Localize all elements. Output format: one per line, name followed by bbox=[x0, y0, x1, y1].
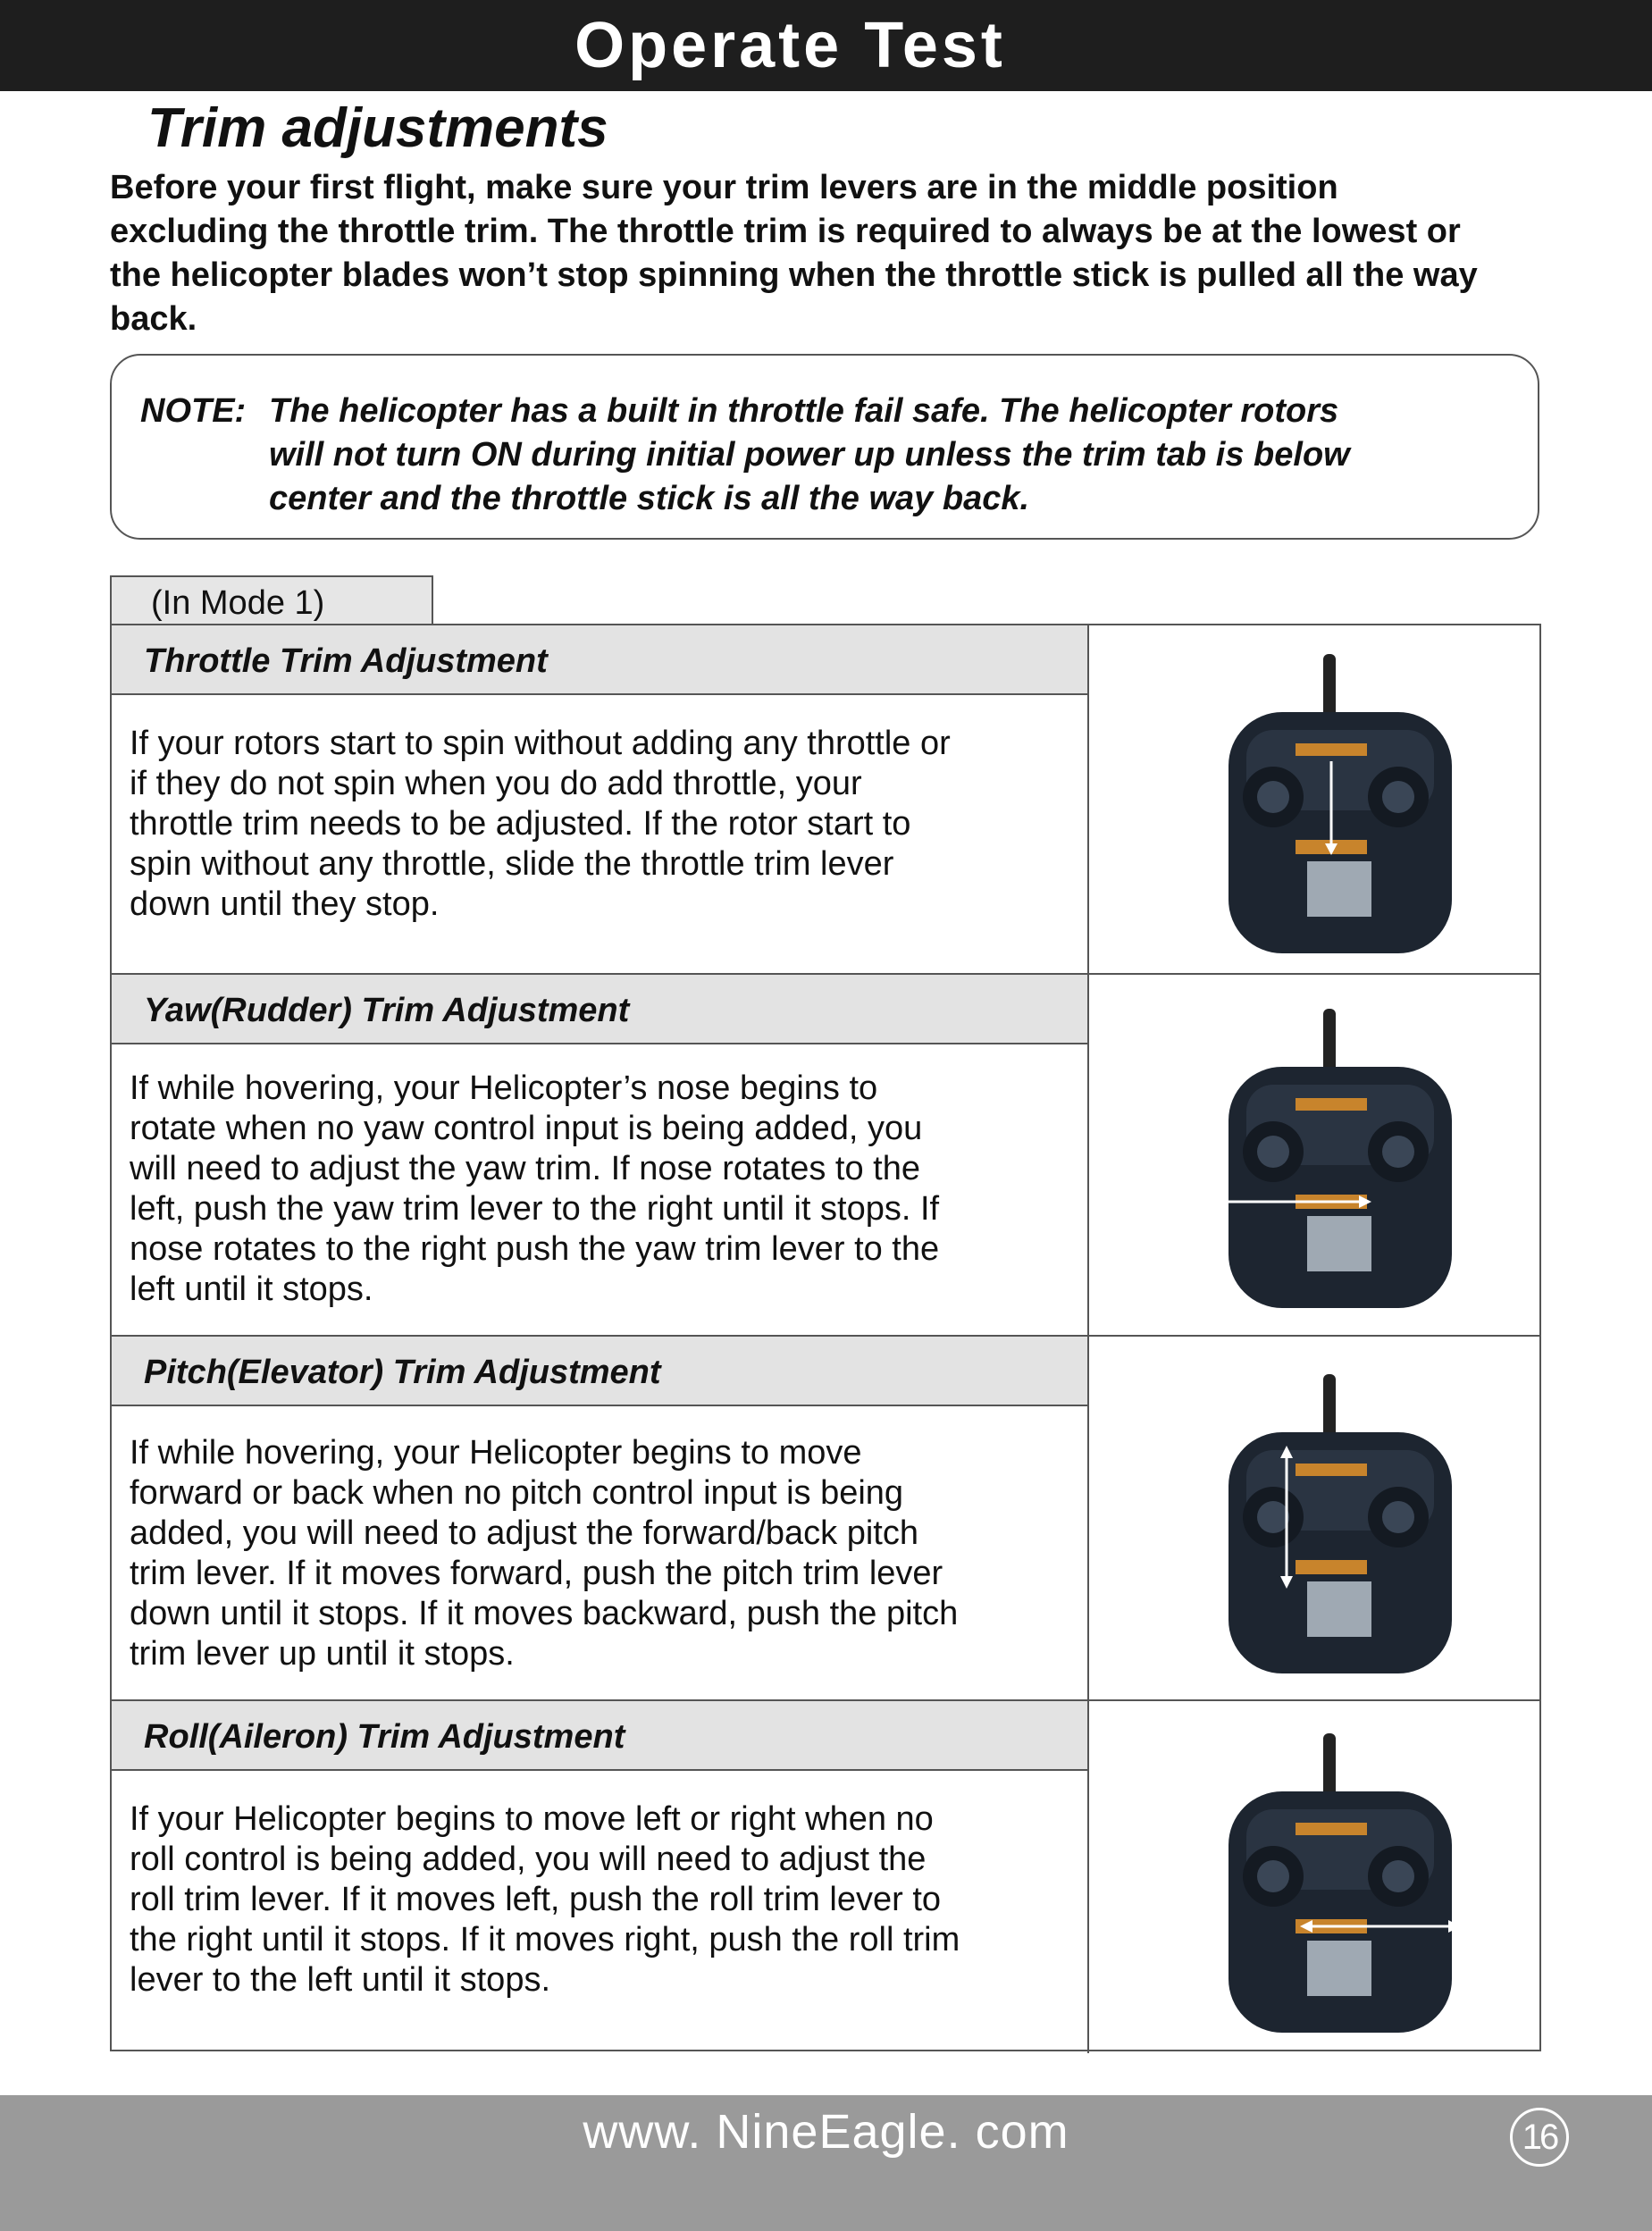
row-line: lever to the left until it stops. bbox=[130, 1961, 551, 1999]
intro-line: excluding the throttle trim. The throttle trim is required to always be at the lowest or bbox=[110, 213, 1461, 250]
row-line: If your rotors start to spin without adding any throttle or bbox=[130, 725, 951, 762]
row-line: added, you will need to adjust the forward/back pitch bbox=[130, 1514, 918, 1552]
footer-website: www. NineEagle. com bbox=[583, 2105, 1069, 2159]
transmitter-yaw-image bbox=[1148, 982, 1523, 1321]
row-line: will need to adjust the yaw trim. If nose rotates to the bbox=[130, 1150, 921, 1187]
row-line: If while hovering, your Helicopter’s nose begins to bbox=[130, 1069, 878, 1107]
header-bar bbox=[0, 0, 1652, 91]
column-divider bbox=[1087, 975, 1089, 1337]
row-line: down until it stops. If it moves backward, push the pitch bbox=[130, 1595, 959, 1632]
row-line: If while hovering, your Helicopter begins to move bbox=[130, 1434, 862, 1472]
row-body bbox=[130, 1069, 1090, 1310]
row-title: Pitch(Elevator) Trim Adjustment bbox=[112, 1337, 1087, 1406]
note-line: The helicopter has a built in throttle fail safe. The helicopter rotors bbox=[269, 392, 1339, 430]
transmitter-pitch-image bbox=[1148, 1347, 1523, 1687]
row-line: rotate when no yaw control input is being added, you bbox=[130, 1110, 923, 1147]
row-line: if they do not spin when you do add throttle, your bbox=[130, 765, 862, 802]
intro-paragraph bbox=[110, 166, 1548, 341]
row-body bbox=[130, 1433, 1090, 1674]
column-divider bbox=[1087, 1337, 1089, 1701]
trim-row-throttle bbox=[112, 625, 1539, 973]
page-number: 16 bbox=[1510, 2108, 1569, 2167]
column-divider bbox=[1087, 1701, 1089, 2053]
footer-bar bbox=[0, 2095, 1652, 2231]
mode-tab: (In Mode 1) bbox=[110, 575, 433, 625]
note-label: NOTE: bbox=[140, 392, 247, 430]
row-line: nose rotates to the right push the yaw trim lever to the bbox=[130, 1230, 940, 1268]
transmitter-roll-image bbox=[1148, 1707, 1523, 2046]
row-line: throttle trim needs to be adjusted. If the rotor start to bbox=[130, 805, 911, 843]
column-divider bbox=[1087, 625, 1089, 973]
trim-row-roll bbox=[112, 1699, 1539, 2053]
intro-line: back. bbox=[110, 300, 197, 338]
note-text bbox=[269, 390, 1520, 521]
row-line: spin without any throttle, slide the throttle trim lever bbox=[130, 845, 894, 883]
row-line: trim lever up until it stops. bbox=[130, 1635, 515, 1673]
row-body bbox=[130, 724, 1090, 925]
trim-row-yaw bbox=[112, 973, 1539, 1337]
intro-line: the helicopter blades won’t stop spinning when the throttle stick is pulled all the way bbox=[110, 256, 1478, 294]
row-line: roll control is being added, you will need to adjust the bbox=[130, 1841, 927, 1878]
row-line: left, push the yaw trim lever to the right until it stops. If bbox=[130, 1190, 940, 1228]
section-title: Trim adjustments bbox=[147, 97, 608, 159]
row-title: Yaw(Rudder) Trim Adjustment bbox=[112, 975, 1087, 1044]
transmitter-throttle-image bbox=[1148, 627, 1523, 967]
note-line: center and the throttle stick is all the way back. bbox=[269, 480, 1030, 517]
row-title: Roll(Aileron) Trim Adjustment bbox=[112, 1701, 1087, 1771]
intro-line: Before your first flight, make sure your trim levers are in the middle position bbox=[110, 169, 1338, 206]
trim-table bbox=[110, 624, 1541, 2051]
page-header-title: Operate Test bbox=[574, 10, 1006, 81]
row-title: Throttle Trim Adjustment bbox=[112, 625, 1087, 695]
row-line: forward or back when no pitch control input is being bbox=[130, 1474, 904, 1512]
row-line: left until it stops. bbox=[130, 1271, 373, 1308]
row-line: If your Helicopter begins to move left or right when no bbox=[130, 1800, 934, 1838]
row-body bbox=[130, 1799, 1090, 2000]
trim-row-pitch bbox=[112, 1335, 1539, 1701]
row-line: the right until it stops. If it moves right, push the roll trim bbox=[130, 1921, 960, 1958]
row-line: trim lever. If it moves forward, push the pitch trim lever bbox=[130, 1555, 943, 1592]
note-box bbox=[110, 354, 1539, 540]
row-line: down until they stop. bbox=[130, 885, 440, 923]
note-line: will not turn ON during initial power up unless the trim tab is below bbox=[269, 436, 1350, 474]
row-line: roll trim lever. If it moves left, push the roll trim lever to bbox=[130, 1881, 942, 1918]
